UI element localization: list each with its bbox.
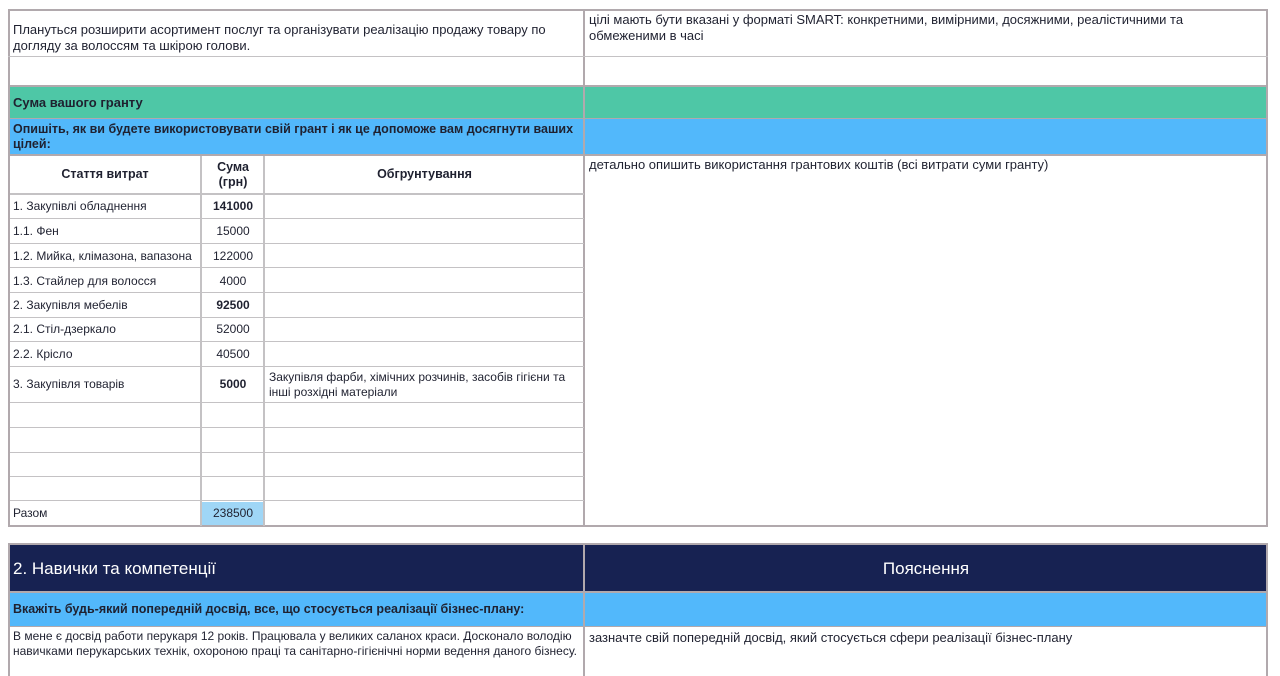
- header-justification[interactable]: Обгрунтування: [377, 167, 472, 181]
- border-line: [10, 218, 584, 219]
- table-row-justification[interactable]: [266, 293, 583, 317]
- total-justification-empty[interactable]: [266, 502, 583, 524]
- border-line: [583, 545, 585, 676]
- border-line: [8, 85, 1268, 87]
- table-row-justification[interactable]: Закупівля фарби, хімічних розчинів, засобів гігієни та інші розхідні матеріали: [269, 370, 566, 399]
- smart-hint-cell[interactable]: цілі мають бути вказані у форматі SMART: конкретними, вимірними, досяжними, реалістичними та обмеженими в часі: [589, 12, 1184, 43]
- border-line: [10, 500, 584, 501]
- table-row-item[interactable]: [10, 403, 200, 427]
- table-row-sum[interactable]: 15000: [216, 223, 250, 238]
- border-line: [1266, 543, 1268, 676]
- border-line: [8, 543, 10, 676]
- border-line: [10, 292, 584, 293]
- table-row-item[interactable]: 1. Закупівлі обладнення: [13, 198, 147, 213]
- table-row-sum[interactable]: 92500: [216, 297, 250, 312]
- table-row-item[interactable]: 1.2. Мийка, клімазона, вапазона: [13, 248, 192, 263]
- table-row-item[interactable]: 2. Закупівля мебелів: [13, 297, 128, 312]
- plan-text-cell[interactable]: Плануться розширити асортимент послуг та організувати реалізацію продажу товару по догляду за волоссям та шкірою голови.: [13, 22, 546, 53]
- header-expense-item[interactable]: Стаття витрат: [61, 167, 149, 181]
- table-row-sum[interactable]: 5000: [219, 376, 247, 391]
- border-line: [10, 366, 584, 367]
- border-line: [8, 118, 1268, 119]
- table-row-sum[interactable]: [203, 478, 263, 500]
- table-row-sum[interactable]: [203, 453, 263, 477]
- table-row-justification[interactable]: [266, 317, 583, 341]
- table-row-item[interactable]: 1.1. Фен: [13, 223, 59, 238]
- table-row-justification[interactable]: [266, 342, 583, 366]
- border-line: [10, 402, 584, 403]
- skills-answer[interactable]: В мене є досвід работи перукаря 12 років. Працювала у великих саланох краси. Досконало володію навичками перукарських технік, охороною праці та санітарно-гігієнічні норми ведення даного бізнесу.: [13, 629, 577, 658]
- table-row-sum[interactable]: [203, 428, 263, 452]
- border-line: [10, 193, 584, 195]
- border-line: [8, 525, 1268, 527]
- border-line: [10, 267, 584, 268]
- table-row-justification[interactable]: [266, 478, 583, 500]
- border-line: [8, 9, 1268, 11]
- table-row-sum[interactable]: 4000: [219, 273, 247, 288]
- border-line: [10, 317, 584, 318]
- border-line: [8, 591, 1268, 593]
- border-line: [10, 476, 584, 477]
- border-line: [10, 341, 584, 342]
- table-row-justification[interactable]: [266, 403, 583, 427]
- total-label[interactable]: Разом: [13, 505, 48, 520]
- table-row-justification[interactable]: [266, 244, 583, 268]
- table-row-justification[interactable]: [266, 453, 583, 477]
- skills-hint[interactable]: зазначте свій попередній досвід, який стосується сфери реалізації бізнес-плану: [589, 630, 1073, 645]
- border-line: [8, 626, 1268, 627]
- table-row-item[interactable]: [10, 428, 200, 452]
- header-sum[interactable]: Сума (грн): [217, 159, 249, 189]
- table-row-item[interactable]: 2.2. Крісло: [13, 346, 73, 361]
- skills-question[interactable]: Вкажіть будь-який попередній досвід, все, що стосується реалізації бізнес-плану:: [13, 602, 525, 616]
- table-row-item[interactable]: [10, 478, 200, 500]
- border-line: [10, 452, 584, 453]
- table-row-justification[interactable]: [266, 194, 583, 218]
- border-line: [8, 154, 1268, 156]
- grant-question[interactable]: Опишіть, як ви будете використовувати свій грант і як це допоможе вам досягнути ваших цілей:: [13, 121, 574, 151]
- total-value[interactable]: 238500: [202, 502, 264, 525]
- border-line: [10, 243, 584, 244]
- grant-title[interactable]: Сума вашого гранту: [13, 95, 143, 110]
- table-row-sum[interactable]: 141000: [212, 198, 254, 213]
- table-row-item[interactable]: 3. Закупівля товарів: [13, 376, 125, 391]
- table-row-justification[interactable]: [266, 219, 583, 243]
- border-line: [10, 427, 584, 428]
- skills-explain-title[interactable]: Пояснення: [882, 558, 970, 578]
- table-row-sum[interactable]: 122000: [212, 248, 254, 263]
- table-row-justification[interactable]: [266, 269, 583, 293]
- table-row-item[interactable]: 2.1. Стіл-дзеркало: [13, 321, 116, 336]
- table-row-item[interactable]: 1.3. Стайлер для волосся: [13, 273, 157, 288]
- border-line: [8, 56, 1268, 57]
- table-row-sum[interactable]: [203, 403, 263, 427]
- skills-title[interactable]: 2. Навички та компетенції: [13, 558, 216, 578]
- table-row-sum[interactable]: 52000: [216, 321, 250, 336]
- border-line: [8, 543, 1268, 545]
- table-row-sum[interactable]: 40500: [216, 346, 250, 361]
- grant-hint-cell[interactable]: детально опишить використання грантових коштів (всі витрати суми гранту): [589, 157, 1049, 172]
- table-row-item[interactable]: [10, 453, 200, 477]
- table-row-justification[interactable]: [266, 428, 583, 452]
